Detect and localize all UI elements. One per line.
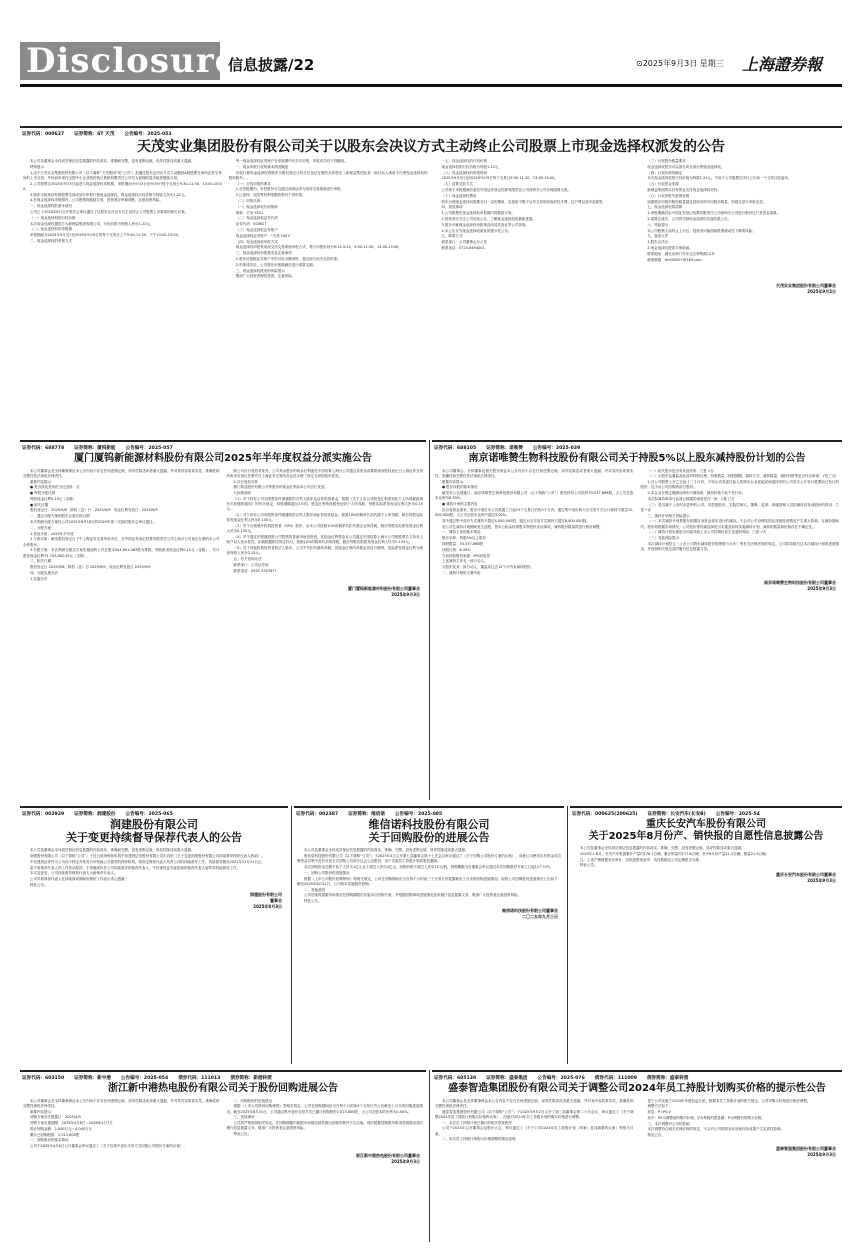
paragraph: 本公司董事会、全体董事及相关股东保证本公告内容不存在任何虚假记载、误导性陈述或者重大遗漏，并对其内容的真实性、准确性和完整性依法承担法律责任。 xyxy=(435,468,634,478)
paragraph: 公司已于2025年8月召开股东会审议通过了以股东会决议方式主动终止公司股票上市事项的相关议案。 xyxy=(30,210,189,215)
signature-line: 重庆长安汽车股份有限公司董事会 xyxy=(776,872,836,878)
paragraph: 本公司及董事会全体成员保证信息披露的内容真实、准确和完整，没有虚假记载、误导性陈述或重大遗漏。 xyxy=(30,159,195,164)
paragraph: 公司后续将根据市场情况在回购期限内实施本次回购方案，并根据回购事项进展情况及时履行信息披露义务，敬请广大投资者注意投资风险。 xyxy=(304,893,521,898)
meta-field: 公告编号：2025-057 xyxy=(125,446,173,451)
announcement-zhejiang xyxy=(20,1070,426,1242)
text-column xyxy=(23,159,222,280)
paragraph: 2025年9月3日至2025年9月9日每个交易日9:30-11:30、13:00-15:00。 xyxy=(441,176,558,181)
paragraph: （二）减持计划实施是否可能导致上市公司控制权发生变更的风险：□是 √否 xyxy=(647,530,767,535)
paragraph: 公司将于申报期满后委托中国证券登记结算有限责任公司深圳分公司办理清算交收。 xyxy=(441,188,571,193)
meta-field: 公告编号：2025-085 xyxy=(394,812,443,817)
paragraph: 简称：天茂 YS01 xyxy=(235,210,264,215)
signature-line: 2025年9月2日 xyxy=(807,289,836,295)
paragraph: 有权行使现金选择权的股东为股权登记日收市后登记在册的全体股东（新理益集团及其一致行动人承诺不行使现金选择权的股份除外）。 xyxy=(228,170,428,180)
paragraph: 鉴于原保荐代表人因工作变动原因，不再继续担任公司持续督导的保荐代表人，中信建投证券委派新的保荐代表人接替其持续督导工作。 xyxy=(30,865,240,870)
paragraph: 调整方法如下： xyxy=(647,1104,672,1109)
paragraph: 公司将严格按照相关规定，在回购期限内根据市场情况择机做出回购决策并予以实施，同时根据回购股份事项进展情况及时履行信息披露义务，敬请广大投资者注意投资风险。 xyxy=(226,1121,423,1131)
paragraph: 大股东及其一致行动人、董监高过去12个月内未减持股份。 xyxy=(442,565,534,570)
paragraph: 四、分配实施办法 xyxy=(30,571,58,576)
paragraph: ● 每股分配比例 xyxy=(30,491,56,496)
announcement-body xyxy=(20,848,288,889)
column-divider xyxy=(429,440,430,800)
paragraph: 联系电话：0592-3357677 xyxy=(233,568,277,573)
paragraph: 2025年1-8月，长安汽车集团累计产量约178.7万辆，累计销量约177.8万辆，其中8月份产量21.2万辆，销量21.9万辆。 xyxy=(580,851,769,856)
announcement-body xyxy=(20,469,426,583)
paragraph: 累计已回购股数：2,013,800股 xyxy=(30,1132,80,1137)
paragraph: 三、相关日期 xyxy=(30,559,51,564)
announcement-signature xyxy=(294,905,564,923)
announcement-title: 南京诺唯赞生物科技股份有限公司关于持股5%以上股东减持股份计划的公告 xyxy=(468,453,806,464)
paragraph: 本次利润分配方案经公司2025年8月18日的2025年第二次临时股东会审议通过。 xyxy=(30,520,156,525)
paragraph: （一）行权申报的要求 xyxy=(235,181,271,186)
meta-field: 公告编号：2025-053 xyxy=(124,132,172,137)
paragraph: 敬请广大投资者理性投资，注意风险。 xyxy=(235,274,296,279)
paragraph: 联系邮箱：tm000627@163.com xyxy=(647,257,702,262)
paragraph: （五）行权资金来源 xyxy=(647,182,679,187)
announcement-body xyxy=(20,1099,426,1151)
announcement-shengtai xyxy=(432,1070,842,1242)
text-column xyxy=(227,1099,424,1151)
text-column xyxy=(640,159,839,280)
paragraph: 本公司董事会及全体董事保证本公告内容不存在任何虚假记载、误导性陈述或者重大遗漏，并对其内容的真实性、准确性和完整性承担法律责任。 xyxy=(435,1098,634,1108)
paragraph: 每股现金红利0.15元（含税） xyxy=(30,496,77,501)
brand-logo: Disclosure xyxy=(20,42,220,80)
meta-field: 债券简称：新港转债 xyxy=(230,1076,272,1081)
paragraph: 2.申报成功后，公司将在申报期满后进行清算交割。 xyxy=(235,262,317,267)
paragraph: ● 相关日期 xyxy=(30,502,49,507)
announcement-signature xyxy=(20,1150,426,1168)
meta-field: 证券代码：603150 xyxy=(22,1076,65,1081)
signature-line: 天茂实业集团股份有限公司董事会 xyxy=(776,283,836,289)
column-divider xyxy=(291,806,292,1064)
paragraph: 2.投资者应关注公司后续公告，了解现金选择权的最新进展。 xyxy=(441,217,536,222)
signature-line: 董事会 xyxy=(270,897,282,903)
meta-field: 公告编号：2025-065 xyxy=(125,812,173,817)
announcement-body xyxy=(20,159,842,280)
paragraph: 五、联系方式 xyxy=(441,234,463,239)
paragraph: 本次变更后，公司持续督导保荐代表人为新保荐代表人。 xyxy=(30,871,118,876)
signature-line: 南京诺唯赞生物科技股份有限公司董事会 xyxy=(764,579,836,585)
paragraph: （二）现金选择权证券代码 xyxy=(235,216,278,221)
meta-field: 证券简称：盛泰集团 xyxy=(486,1076,528,1081)
paragraph: （二）大股东及董监高此前对持股比例、持股数量、持股期限、减持方式、减持数量、减持价格等是否作出承诺：√是 □否 xyxy=(647,474,837,479)
announcement-meta xyxy=(432,442,842,451)
paragraph: 本次拟减持事项与此前已披露的承诺是否一致：√是 □否 xyxy=(647,496,735,501)
paragraph: 现金选择权证券账户：“天茂 YS01” xyxy=(235,233,292,238)
paragraph: 1.自公司股票上市之日起十二个月内，不转让或者委托他人管理本企业直接或间接持有的公司首次公开发行股票前已发行的股份，也不由公司回购该部分股份。 xyxy=(640,480,839,490)
paragraph: 1.申报期满后由中国证券登记结算有限责任公司深圳分公司进行股份过户及资金清算。 xyxy=(647,211,781,216)
announcement-title: 重庆长安汽车股份有限公司 关于2025年8月份产、销快报的自愿性信息披露公告 xyxy=(588,819,824,842)
paragraph: 特此公告。 xyxy=(30,883,48,888)
paragraph: 本公司及董事会全体成员保证信息披露的内容真实、准确和完整，没有虚假记载、误导性陈述或重大遗漏。 xyxy=(30,848,195,853)
announcement-signature xyxy=(20,583,426,601)
paragraph: 特此公告。 xyxy=(233,1132,251,1137)
text-column xyxy=(23,848,285,889)
text-column xyxy=(297,848,561,905)
paragraph: 现金选择权股东可以部分或全部行使现金选择权。 xyxy=(647,164,725,169)
paragraph: 本次现金选择权提供方为新理益集团有限公司，行权价格为每股人民币1.22元。 xyxy=(30,221,154,226)
announcement-body xyxy=(570,846,842,869)
meta-field: 证券代码：000627 xyxy=(22,132,65,137)
paragraph: （一）本次减持计划系股东根据自身资金需求进行的减持，不会对公司治理结构及持续经营情况产生重大影响。在减持期间内，股东将根据市场情况、公司股价等因素选择是否实施及如何实施减持计划，减持的数量和价格存在不确定性。 xyxy=(640,519,839,529)
text-column xyxy=(641,469,840,577)
paragraph: （2）对于持有公司有限售条件流通股的自然人股东和证券投资基金，按照10%的税率代扣代缴个人所得税，税后每股实际派发现金红利人民币0.135元。 xyxy=(226,513,423,523)
announcement-body xyxy=(294,848,564,905)
paragraph: 一、通过分配方案的股东会届次和日期 xyxy=(30,514,90,519)
paragraph: 二、减持计划的主要内容 xyxy=(442,571,481,576)
paragraph: （5）对于其他机构投资者和法人股东，公司不代扣代缴所得税，其现金红利所得税由其自行缴纳，实际派发现金红利为税前每股人民币0.15元。 xyxy=(226,546,423,556)
announcement-body xyxy=(432,1099,842,1144)
paragraph: 七、现金选择权的清算 xyxy=(647,205,683,210)
paragraph: 一、本次员工持股计划已履行的相关审批程序 xyxy=(442,1120,512,1125)
text-column xyxy=(227,469,424,583)
signature-line: 2025年9月3日 xyxy=(391,1159,420,1165)
announcement-tianmao xyxy=(20,126,842,436)
paragraph: （一）现金选择权代码简称 xyxy=(235,204,278,209)
paragraph: 联系地址：湖北省荆门市东宝区钟鸣路12号 xyxy=(647,251,715,256)
meta-field: 证券简称：新中港 xyxy=(74,1076,111,1081)
paragraph: 联系电话：0724-6494001 xyxy=(441,246,485,251)
paragraph: 四、其他事项 xyxy=(441,205,463,210)
issue-date: ⊙2025年9月3日 星期三 xyxy=(636,59,724,68)
paragraph: 本次减持计划符合《上市公司股东减持股份管理暂行办法》等有关法律法规的规定。公司将持续关注本次减持计划的进展情况，并按照相关规定及时履行信息披露义务。 xyxy=(640,542,839,552)
paragraph: 本次回购资金总额不低于人民币1亿元且不超过人民币2亿元，回购价格不超过人民币12元/股，回购期限为自董事会审议通过本次回购股份方案之日起12个月内。 xyxy=(304,865,554,870)
column-divider xyxy=(429,1070,430,1242)
paragraph: 三、现金选择权派发的风险提示 xyxy=(235,268,285,273)
meta-field: 证券简称：长安汽车(长安B) xyxy=(647,812,706,817)
meta-field: 债券代码：111013 xyxy=(178,1076,221,1081)
announcement-title: 浙江新中港热电股份有限公司关于股份回购进展公告 xyxy=(108,1083,338,1094)
text-column xyxy=(573,846,839,869)
paragraph: 3.扣税说明 xyxy=(233,491,251,496)
paragraph: 上述减持主体无一致行动人。 xyxy=(442,559,488,564)
announcement-title: 天茂实业集团股份有限公司关于以股东会决议方式主动终止公司股票上市现金选择权派发的公告 xyxy=(137,139,725,155)
paragraph: 鉴于公司实施了2024年年度权益分派，根据本员工持股计划的相关规定，公司对购买价格进行相应调整。 xyxy=(647,1098,811,1103)
meta-field: 证券代码：688778 xyxy=(22,446,65,451)
paragraph: 盛泰智造集团股份有限公司（以下简称“公司”）于2025年9月2日召开了第三届董事会第二十次会议，审议通过了《关于调整2024年员工持股计划购买价格的议案》，同意对2024年员工持股计划的购买价格进行调整。 xyxy=(435,1109,634,1119)
announcement-changan xyxy=(570,806,842,1064)
masthead xyxy=(20,42,842,82)
announcement-meta xyxy=(432,1072,842,1081)
paragraph: 二、本次员工持股计划购买价格调整的情况说明 xyxy=(442,1137,516,1142)
paragraph: 新理益集团将以自有资金支付现金选择权对价。 xyxy=(647,188,721,193)
paragraph: 持股比例：8.39% xyxy=(442,547,471,552)
announcement-meta xyxy=(20,442,426,451)
paragraph: 3.股东可就现金选择权申报事宜向其托管证券公司咨询。 xyxy=(441,222,529,227)
text-column xyxy=(435,1099,634,1144)
paragraph: 股权登记日 2025/9/8，除权（息）日 2025/9/9，现金红利发放日 2025/9/9 xyxy=(30,565,151,570)
paragraph: 二、其他说明 xyxy=(304,887,325,892)
paragraph: （四）行权价格的确定 xyxy=(647,170,683,175)
paragraph: 重要内容提示： xyxy=(30,479,55,484)
text-column xyxy=(23,1099,220,1151)
text-column xyxy=(23,469,220,583)
signature-line: 2025年9月3日 xyxy=(807,1152,836,1158)
paragraph: 股东名称：持股5%以上股东 xyxy=(442,536,487,541)
paragraph: 截至本公告披露日，南京诺唯赞生物科技股份有限公司（以下简称“公司”）股东持有公司股份33,537,868股，占公司总股本比例为8.39%。 xyxy=(435,491,634,501)
meta-field: 公告编号：2025-54 xyxy=(715,812,760,817)
header-rule xyxy=(20,84,842,87)
meta-field: 证券代码：002929 xyxy=(22,812,65,817)
announcement-signature xyxy=(20,280,842,298)
paragraph: 若公司在减持计划期间发生送股、资本公积金转增股本等股份变动事项，减持股份数量将进行相应调整。 xyxy=(442,524,603,529)
meta-field: 债券代码：111009 xyxy=(594,1076,637,1081)
paragraph: 1.股东会决议； xyxy=(647,240,672,245)
meta-field: 公告编号：2025-054 xyxy=(120,1076,169,1081)
paragraph: （一）相关股东是否有其他安排：□是 √否 xyxy=(647,468,714,473)
paragraph: （二）现金选择权的申报期 xyxy=(30,227,72,232)
paragraph: 股权登记日：2025/9/8 除权（息）日：2025/9/9 现金红利发放日：2025/9/9 xyxy=(30,508,158,513)
paragraph: 联系部门：公司证券部 xyxy=(233,562,269,567)
meta-field: 证券代码：002387 xyxy=(296,812,339,817)
signature-line: 浙江新中港热电股份有限公司董事会 xyxy=(356,1153,420,1159)
paragraph: 现金选择权的行权价格为每股1.22元。 xyxy=(441,164,502,169)
paragraph: 申报期间为2025年9月3日至2025年9月9日的每个交易日上午9:30-11:30，下午13:00-15:00。 xyxy=(30,233,182,238)
paragraph: 2.自行发放对象 xyxy=(233,479,258,484)
paragraph: （八）现金选择权的申报时间 xyxy=(441,170,487,175)
meta-field: 证券简称：润建股份 xyxy=(74,812,116,817)
paragraph: 重要内容提示： xyxy=(442,479,467,484)
text-column xyxy=(229,159,428,280)
paragraph: 三、减持计划相关风险提示 xyxy=(647,513,690,518)
paragraph: 特别提示： xyxy=(30,164,48,169)
paragraph: 本次现金选择权的行权价格为每股1.22元，不低于公司股票在决议公告前一个交易日收盘价。 xyxy=(647,176,792,181)
paragraph: 二、回购股份的进展情况 xyxy=(233,1098,272,1103)
announcement-meta xyxy=(20,1072,426,1081)
paragraph: 联系部门：公司董事会办公室 xyxy=(441,240,487,245)
paragraph: 回购方案首次披露日：2025/4/9 xyxy=(30,1115,81,1120)
paragraph: （六）行权申报失败的处理 xyxy=(647,193,690,198)
section-title: 信息披露/22 xyxy=(228,56,315,74)
paragraph: 其中通过集中竞价方式减持不超过4,000,000股，通过大宗交易方式减持不超过8,000,000股。 xyxy=(442,518,590,523)
announcement-xiamen xyxy=(20,440,426,800)
paragraph: 一、减持主体的基本情况 xyxy=(442,530,481,535)
signature-line: 2025年9月3日 xyxy=(253,903,282,909)
paragraph: 公司对原保荐代表人在持续督导期间所做的工作表示衷心感谢！ xyxy=(30,877,128,882)
paragraph: 股东行使现金选择权需要支付一定的费用，包括但不限于证券交易所收取的经手费、过户费以及印花税等。 xyxy=(441,199,606,204)
paragraph: 特此公告。 xyxy=(304,899,322,904)
text-column xyxy=(641,1099,840,1144)
paper-name: 上海證券報 xyxy=(742,55,823,74)
paragraph: 五、有关咨询办法 xyxy=(233,557,262,562)
paragraph: （三）现金选择权证券账户 xyxy=(235,228,278,233)
paragraph: （四）现金选择权申报方式 xyxy=(235,239,278,244)
paragraph: （4）对于通过沪股通投资公司股票的香港市场投资者，其现金红利将由本公司通过中国结算上海分公司按股票名义持有人账户以人民币派发，扣税根据相关规定执行，按照10%的税率代扣所得税，税后每股实际派发现金红利人民币0.135元。 xyxy=(226,535,423,545)
announcement-signature xyxy=(432,1143,842,1161)
announcement-meta xyxy=(294,808,564,817)
announcement-signature xyxy=(20,889,288,913)
announcement-weixin xyxy=(294,806,564,1064)
paragraph: ● 股东持股的基本情况 xyxy=(442,485,478,490)
paragraph: （七）现金选择权的行权价格 xyxy=(441,159,487,164)
announcement-signature xyxy=(570,869,842,887)
paragraph: 1.由于天茂实业集团股份有限公司（以下简称“天茂集团”或“公司”）拟通过股东会决议方式主动撤回A股股票在深圳证券交易所的上市交易，并转而申请在全国中小企业股份转让系统有限责任公司代为管理的退市板块继续交易。 xyxy=(23,170,222,180)
paragraph: 1.股东应根据证券账户中的可用余额申报，超过部分视为无效申报。 xyxy=(235,257,341,262)
paragraph: 根据《上市公司股份回购规则》等相关规定，公司在回购期间应当在每个月的前3个交易日内公告截至上月末的回购进展情况。截至2025年8月31日，公司通过集中竞价交易方式已累计回购股份2,013,800股，占公司总股本的比例为0.50%。 xyxy=(226,1104,423,1114)
signature-line: 维信诺科技股份有限公司董事会 xyxy=(502,908,558,914)
signature-line: 润建股份有限公司 xyxy=(250,891,282,897)
paragraph: （九）清算交收方式 xyxy=(441,182,473,187)
paragraph: ● 减持计划的主要内容 xyxy=(442,502,478,507)
paragraph: 本公司及董事会全体成员保证信息披露的内容真实、准确、完整，没有虚假记载、误导性陈述或重大遗漏。 xyxy=(304,848,469,853)
paragraph: 公司于2024年召开董事会及股东大会，审议通过了《关于公司2024年员工持股计划（草案）及其摘要的议案》等相关议案。 xyxy=(435,1126,634,1136)
paragraph: 本公司董事会及全体董事保证本公告内容不存在任何虚假记载、误导性陈述或者重大遗漏，并对其内容的真实性、准确性和完整性承担法律责任。 xyxy=(23,1098,220,1108)
paragraph: 维信诺科技股份有限公司（以下简称“公司”）于2025年4月召开第七届董事会第十七次会议审议通过了《关于回购公司股份方案的议案》，同意公司使用自有资金或自筹资金以集中竞价交易方式回购公司部分社会公众股份，用于实施员工持股计划或股权激励。 xyxy=(297,854,561,864)
paragraph: 2.公司股票自2025年9月3日起进入现金选择权申报期，申报期间为9月3日至9月9日每个交易日9:30-11:30、13:00-15:00。 xyxy=(23,181,222,191)
paragraph: 注：上述产销数据未经审计，仅供投资者参考，具体数据以公司定期报告为准。 xyxy=(580,857,703,862)
signature-line: 2025年9月3日 xyxy=(391,591,420,597)
text-column xyxy=(435,159,634,280)
meta-field: 证券简称：ST 天茂 xyxy=(74,132,115,137)
announcement-body xyxy=(432,469,842,577)
paragraph: 其中：P0为调整前的购买价格；V为每股的派息额；P为调整后的购买价格。 xyxy=(647,1115,765,1120)
signature-line: 2025年9月3日 xyxy=(807,878,836,884)
column-divider xyxy=(567,806,568,1064)
paragraph: 除公司自行发放对象外，公司其余股东的现金红利委托中国结算上海分公司通过其资金清算系统向股权登记日上海证券交易所收市后登记在册并在上海证券交易所各会员办理了指定交易的股东派发。 xyxy=(226,468,423,478)
paragraph: 本公司及董事会全体成员保证信息披露的内容真实、准确、完整，没有虚假记载、误导性陈述或重大遗漏。 xyxy=(580,846,745,850)
paragraph: 1.发放年度：2025年半年度 xyxy=(30,531,74,536)
announcement-meta xyxy=(20,808,288,817)
meta-field: 证券代码：605138 xyxy=(434,1076,477,1081)
paragraph: 1.公司股票在现金选择权申报期内将继续交易。 xyxy=(441,211,515,216)
paragraph: 当前持股股份来源：IPO前取得 xyxy=(442,553,490,558)
announcement-title: 厦门厦钨新能源材料股份有限公司2025年半年度权益分派实施公告 xyxy=(74,453,372,464)
paragraph: 1.在申报期内，有权股东可以通过深圳证券交易所交易系统进行申报。 xyxy=(235,187,345,192)
meta-field: 债券简称：盛泰转债 xyxy=(646,1076,689,1081)
announcement-title: 维信诺科技股份有限公司 关于回购股份的进展公告 xyxy=(368,818,490,844)
paragraph: 中信建投证券作为公司向不特定对象发行可转换公司债券的保荐机构，原指定保荐代表人负责公司的持续督导工作，持续督导期至2021年12月31日止。 xyxy=(30,859,265,864)
meta-field: 证券简称：厦钨新能 xyxy=(74,446,116,451)
paragraph: 一、现金选择权的基本情况 xyxy=(30,204,72,209)
paragraph: 特此公告。 xyxy=(580,863,598,868)
paragraph: 派息：P=P0-V xyxy=(647,1110,671,1115)
paragraph: 三、其他事项 xyxy=(233,1115,255,1120)
paragraph: 2.清算完成后，公司将刊登现金选择权实施结果公告。 xyxy=(647,217,732,222)
paragraph: ● 是否涉及差异化分红送转：否 xyxy=(30,485,80,490)
paragraph: 特此公告。 xyxy=(647,1133,665,1138)
paragraph: （三）其他风险提示 xyxy=(647,536,679,541)
paragraph: 二、现金选择权的申报方式 xyxy=(30,239,72,244)
paragraph: 预计回购金额：2,000万元～4,000万元 xyxy=(30,1126,93,1131)
paragraph: 三、本次调整对公司的影响 xyxy=(647,1121,690,1126)
paragraph: 重要内容提示： xyxy=(30,1109,55,1114)
text-column xyxy=(435,469,634,577)
paragraph: 现金选择权申报采用深交所交易系统申报方式，每日申报时间为9:15-9:25、9:30-11:30、13:00-15:00。 xyxy=(235,245,402,250)
signature-line: 2025年9月3日 xyxy=(807,585,836,591)
paragraph: （一）现金选择权的行权价格 xyxy=(30,215,76,220)
announcement-runjian xyxy=(20,806,288,1064)
announcement-meta xyxy=(20,128,842,137)
paragraph: 本公司董事会及全体董事保证本公告内容不存在任何虚假记载、误导性陈述或者重大遗漏，并对其内容的真实性、准确性和完整性依法承担法律责任。 xyxy=(23,468,220,478)
paragraph: 4.在现金选择权申报期内，公司股票将继续交易，投资者应审慎判断，注意投资风险。 xyxy=(30,198,163,203)
paragraph: 2.已质押、冻结等权利受限的股份不得申报。 xyxy=(235,193,306,198)
paragraph: 三、现金选择权申报要求及注意事项 xyxy=(235,251,292,256)
signature-line: 盛泰智造集团股份有限公司董事会 xyxy=(776,1146,836,1152)
announcement-title: 润建股份有限公司 关于变更持续督导保荐代表人的公告 xyxy=(66,818,242,844)
paragraph: 本公司股票主动终止上市后，投资者可能面临股票流动性下降的风险。 xyxy=(647,228,756,233)
signature-line: 厦门厦钨新能源材料股份有限公司董事会 xyxy=(348,585,420,591)
announcement-title: 盛泰智造集团股份有限公司关于调整公司2024年员工持股计划购买价格的提示性公告 xyxy=(448,1083,826,1094)
meta-field: 证券简称：诺唯赞 xyxy=(486,446,523,451)
paragraph: （三）是否属于上市时未盈利的公司，其控股股东、实际控制人、董事、监事、高级管理人员拟减持首发前股份的情况：□是 √否 xyxy=(640,502,839,512)
paragraph: 持股数量：33,537,868股 xyxy=(442,542,484,547)
paragraph: 2.分派对象：截至股权登记日下午上海证券交易所收市后，在中国证券登记结算有限责任公司上海分公司登记在册的本公司全体股东。 xyxy=(23,537,220,547)
paragraph: 2.本企业在锁定期满后两年内减持的，减持价格不低于发行价。 xyxy=(647,491,746,496)
meta-field: 公告编号：2025-076 xyxy=(537,1076,585,1081)
paragraph: 3.分配方案：本次利润分配以方案实施前的公司总股本504,691,083股为基数，每股派发现金红利0.15元（含税），共计派发现金红利75,703,662.45元（含税）。 xyxy=(23,548,220,558)
paragraph: 公司于2025年4月8日召开董事会审议通过了《关于以集中竞价交易方式回购公司股份方案的议案》。 xyxy=(30,1144,187,1149)
paragraph: 根据《上市公司股份回购规则》等相关规定，公司在回购期间应当在每个月的前三个交易日内披露截至上月末的回购进展情况。现将公司回购股份进展情况公告如下：截至2025年8月31日，公司尚未实施股份回购。 xyxy=(297,876,561,886)
paragraph: 证券代码：000627 xyxy=(235,222,267,227)
paragraph: 4.本公告仅为现金选择权派发的提示性公告。 xyxy=(441,228,512,233)
paragraph: 2.现金选择权提供方承诺函。 xyxy=(647,246,693,251)
paragraph: （三）行权股份数量要求 xyxy=(647,159,686,164)
meta-field: 证券简称：维信诺 xyxy=(348,812,385,817)
announcement-signature xyxy=(432,577,842,595)
paragraph: 因自身资金需求，股东计划自本公告披露之日起15个交易日后的3个月内，通过集中竞价和大宗交易方式合计减持不超过12,000,000股，占公司总股本比例不超过3.00%。 xyxy=(435,507,634,518)
paragraph: 二、分配方案 xyxy=(30,525,51,530)
paragraph: 一、现金申报行权的基本情况概述 xyxy=(235,164,289,169)
meta-field: 证券代码：000625(200625) xyxy=(572,812,638,817)
paragraph: （十）现金选择权费用 xyxy=(441,193,477,198)
signature-line: 二〇二五年九月三日 xyxy=(522,914,558,920)
paragraph: 每一现金选择权证券账户在申报期内可多次申报，申报成功后不得撤回。 xyxy=(235,159,348,164)
paragraph: 回购方案实施期限：2025年4月8日～2026年4月7日 xyxy=(30,1121,113,1126)
meta-field: 公告编号：2025-039 xyxy=(532,446,581,451)
paragraph: 如果股东申报的股份数量超过其持有的可用股份数量，则超过部分申报无效。 xyxy=(647,199,767,204)
paragraph: 1.实施办法 xyxy=(30,576,48,581)
paragraph: 3.股东可就其持有的股票全部或部分申报行使现金选择权，现金选择权行权价格为每股人民币1.22元。 xyxy=(30,192,189,197)
paragraph: 八、风险提示 xyxy=(647,222,669,227)
paragraph: 厦门钨业股份有限公司等股东的现金红利由本公司自行发放。 xyxy=(233,485,328,490)
announcement-nuo xyxy=(432,440,842,800)
paragraph: 九、备查文件 xyxy=(647,234,669,239)
paragraph: （3）对于合格境外机构投资者（QFII）股东，由本公司按照10%的税率代扣代缴企业所得税，税后每股实际派发现金红利人民币0.135元。 xyxy=(226,524,423,534)
paragraph: （1）对于持有公司无限售条件流通股的自然人股东及证券投资基金，根据《关于上市公司股息红利差别化个人所得税政策有关问题的通知》的有关规定，持股期限超过1年的，股息红利所得暂免征收个人所得税，每股实际派发现金红利人民币0.15元。 xyxy=(226,496,423,512)
paragraph: 本次调整符合相关法律法规的规定，不会对公司的财务状况和经营成果产生实质性影响。 xyxy=(647,1127,784,1132)
paragraph: （二）申报代码： xyxy=(235,199,264,204)
meta-field: 证券代码：688105 xyxy=(434,446,477,451)
announcement-meta xyxy=(570,808,842,817)
paragraph: 一、回购股份的基本情况 xyxy=(30,1138,69,1143)
paragraph: 润建股份有限公司（以下简称“公司”）于近日收到保荐机构中信建投证券股份有限公司出具的《关于变更润建股份有限公司持续督导保荐代表人的函》。 xyxy=(30,854,265,859)
paragraph: 一、回购公司股份的进展情况 xyxy=(304,870,350,875)
